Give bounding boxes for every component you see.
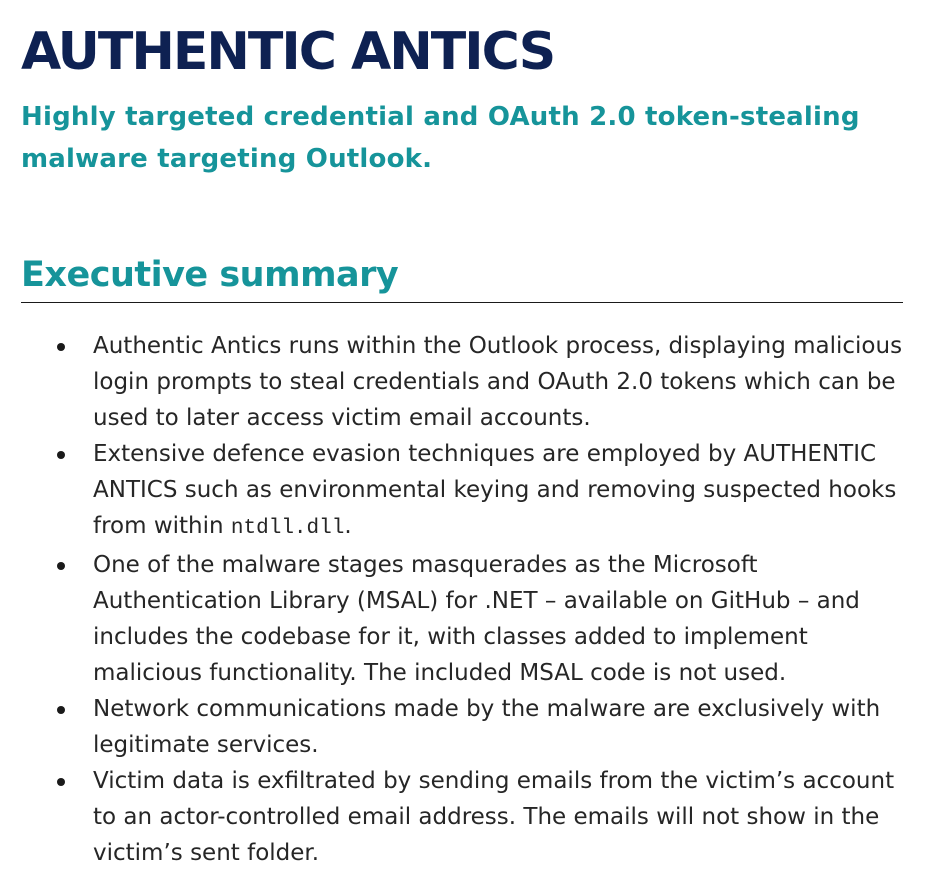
summary-bullet-5 (0, 763, 933, 871)
summary-bullet-4 (0, 691, 933, 763)
summary-bullet-text: Victim data is exfiltrated by sending emails from the victim’s account to an actor-controlled email address. The emails will not show in the victim’s sent folder. (93, 768, 895, 866)
bullet-dot-icon (57, 706, 65, 714)
summary-bullet-3 (0, 547, 933, 691)
bullet-dot-icon (57, 562, 65, 570)
summary-bullet-text (93, 436, 903, 547)
summary-bullet-text-after: . (344, 513, 352, 539)
summary-bullet-text: Network communications made by the malware are exclusively with legitimate services. (93, 696, 881, 758)
bullet-dot-icon (57, 343, 65, 351)
bullet-dot-icon (57, 778, 65, 786)
document-title: AUTHENTIC ANTICS (21, 22, 555, 82)
executive-summary-list (0, 328, 933, 871)
summary-bullet-2 (0, 436, 933, 547)
section-divider (21, 302, 903, 303)
summary-bullet-text-before: Extensive defence evasion techniques are employed by AUTHENTIC ANTICS such as environmental keying and removing suspected hooks from within (93, 441, 897, 539)
summary-bullet-text: Authentic Antics runs within the Outlook process, displaying malicious login prompts to steal credentials and OAuth 2.0 tokens which can be used to later access victim email accounts. (93, 333, 903, 431)
document-subtitle: Highly targeted credential and OAuth 2.0 token-stealing malware targeting Outlook. (21, 102, 860, 174)
bullet-dot-icon (57, 451, 65, 459)
summary-bullet-text: One of the malware stages masquerades as the Microsoft Authentication Library (MSAL) for .NET – available on GitHub – and includes the codebase for it, with classes added to implement malicious functionality. The included MSAL code is not used. (93, 552, 860, 686)
code-filename: ntdll.dll (230, 517, 345, 540)
summary-bullet-1 (0, 328, 933, 436)
executive-summary-heading: Executive summary (21, 255, 399, 295)
